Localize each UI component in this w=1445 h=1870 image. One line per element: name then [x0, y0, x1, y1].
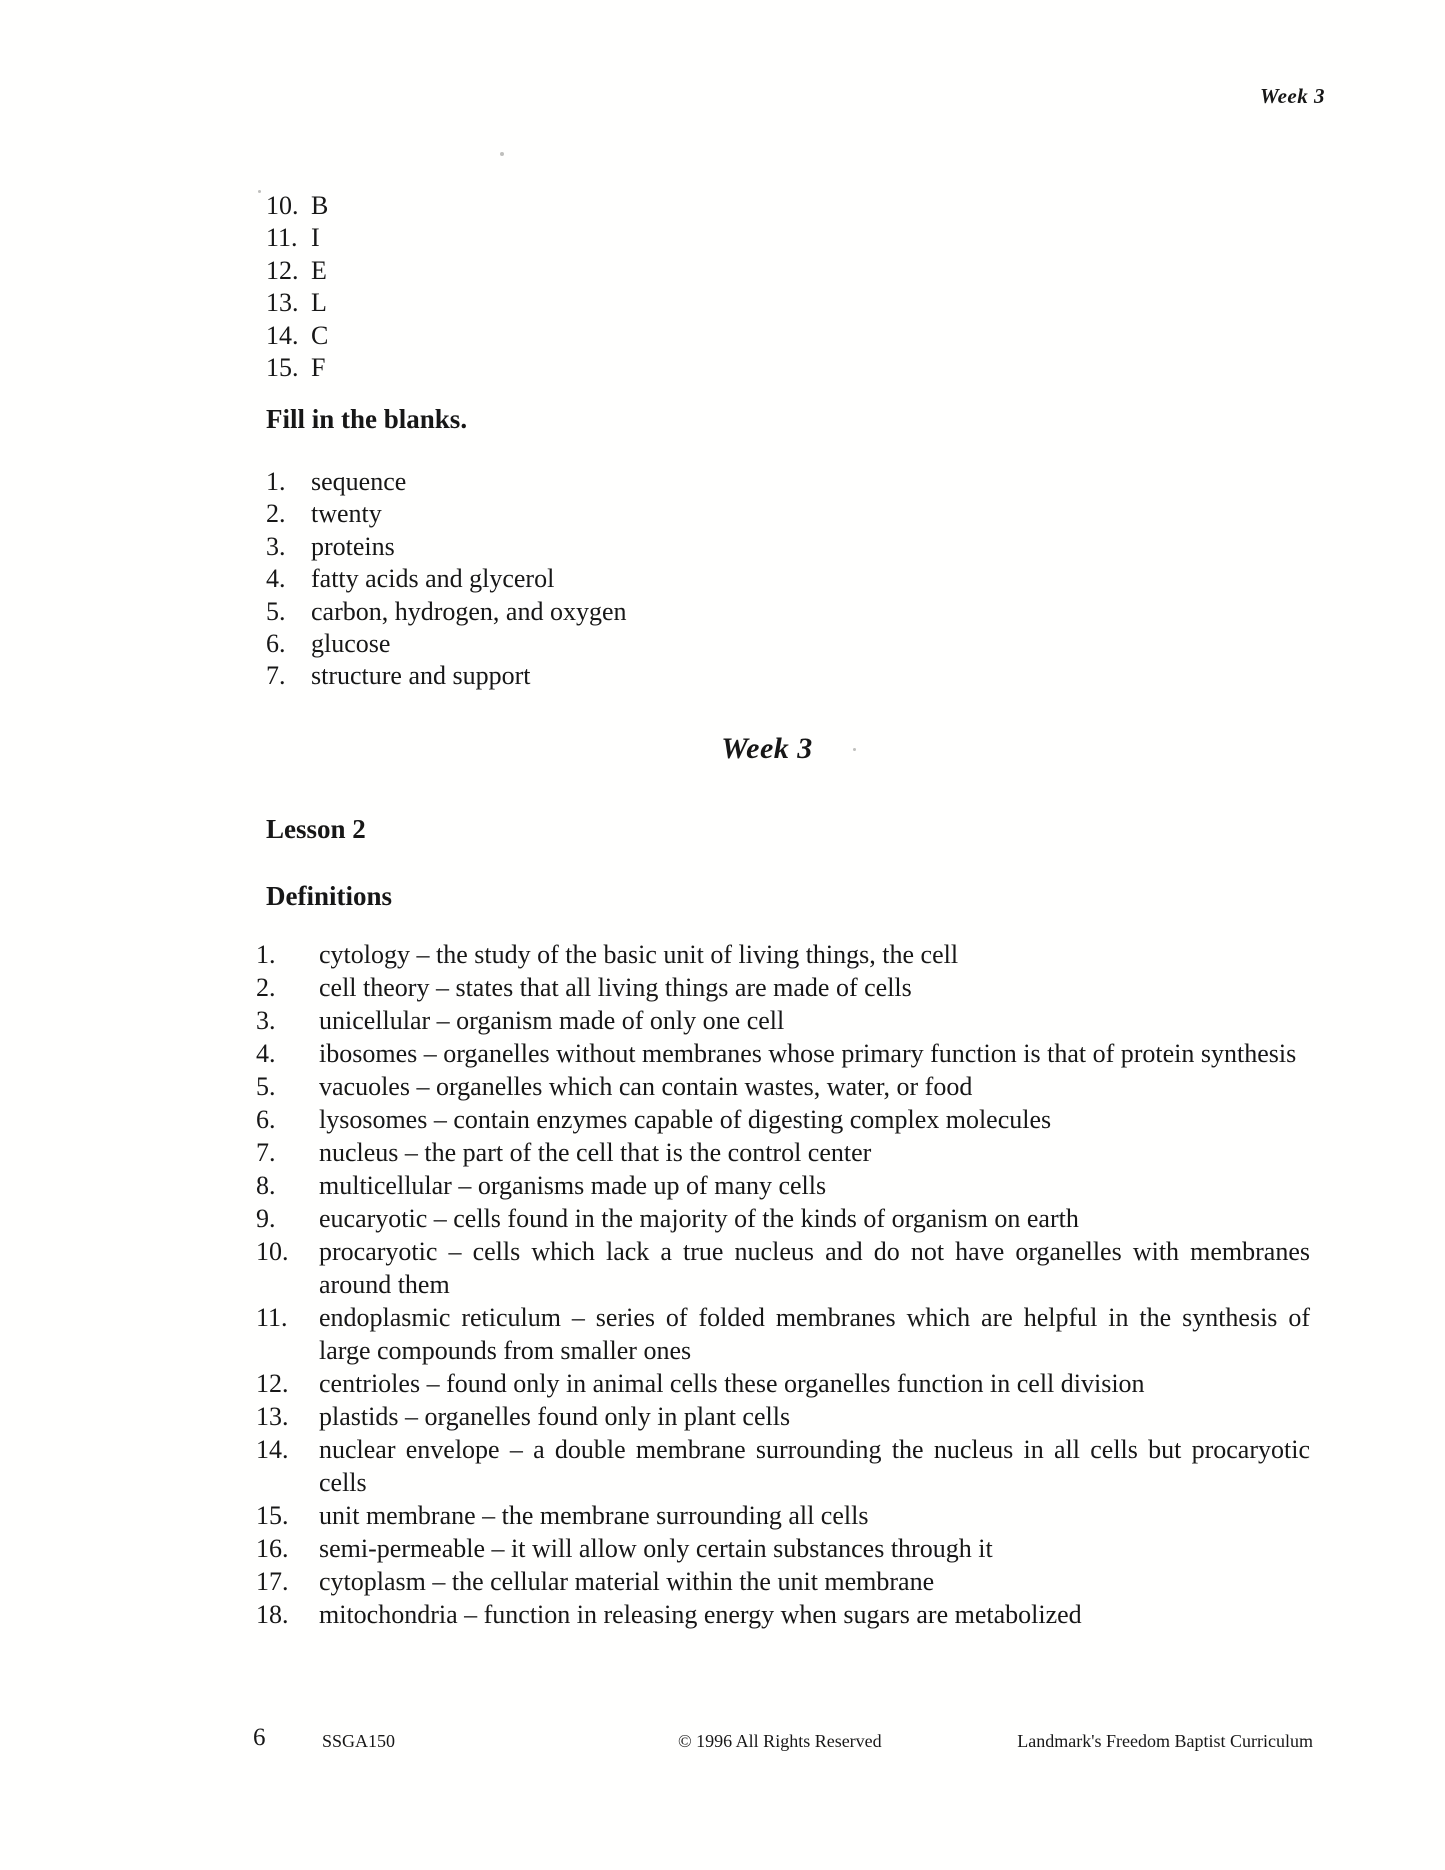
list-item — [256, 1070, 1310, 1103]
item-number: 13. — [256, 1402, 289, 1431]
list-item — [266, 222, 766, 254]
list-item — [256, 938, 1310, 971]
item-text: mitochondria – function in releasing energy when sugars are metabolized — [319, 1600, 1082, 1629]
item-number: 12. — [266, 255, 299, 285]
item-text: twenty — [311, 499, 382, 529]
item-text: nucleus – the part of the cell that is the control center — [319, 1138, 872, 1167]
list-item — [256, 1169, 1310, 1202]
list-item — [256, 1433, 1310, 1499]
scan-speck — [500, 152, 504, 156]
page-number: 6 — [253, 1724, 266, 1751]
week-3-section-heading: Week 3 — [721, 732, 813, 765]
item-text: multicellular – organisms made up of many cells — [319, 1171, 827, 1200]
list-item — [266, 466, 966, 498]
item-text: eucaryotic – cells found in the majority of the kinds of organism on earth — [319, 1204, 1079, 1233]
item-text: L — [311, 288, 327, 318]
item-text: C — [311, 320, 329, 350]
item-text: lysosomes – contain enzymes capable of digesting complex molecules — [319, 1105, 1052, 1134]
item-number: 13. — [266, 288, 299, 318]
item-number: 3. — [266, 531, 286, 561]
item-number: 1. — [266, 467, 286, 496]
item-number: 1. — [256, 940, 276, 969]
list-item — [256, 1136, 1310, 1169]
item-text: centrioles – found only in animal cells these organelles function in cell division — [319, 1369, 1145, 1398]
list-item — [256, 1037, 1310, 1070]
list-item — [256, 1235, 1310, 1301]
list-item — [266, 596, 966, 628]
item-number: 11. — [266, 223, 298, 253]
item-text: cell theory – states that all living things are made of cells — [319, 973, 912, 1002]
item-text: cytoplasm – the cellular material within the unit membrane — [319, 1567, 935, 1596]
list-item — [266, 628, 966, 660]
item-text: proteins — [311, 531, 395, 561]
item-text: ibosomes – organelles without membranes whose primary function is that of protein synthesis — [319, 1039, 1297, 1068]
copyright-notice: © 1996 All Rights Reserved — [678, 1731, 882, 1751]
item-text: glucose — [311, 629, 391, 659]
item-number: 6. — [266, 629, 286, 659]
item-text: sequence — [311, 467, 407, 496]
publisher-name: Landmark's Freedom Baptist Curriculum — [1017, 1731, 1313, 1751]
item-number: 4. — [266, 564, 286, 594]
item-text: endoplasmic reticulum – series of folded membranes which are helpful in the synthesis of large compounds from smaller ones — [319, 1303, 1310, 1365]
item-number: 2. — [256, 973, 276, 1002]
list-item — [256, 971, 1310, 1004]
item-number: 12. — [256, 1369, 289, 1398]
list-item — [256, 1532, 1310, 1565]
item-text: structure and support — [311, 661, 531, 691]
item-number: 15. — [256, 1501, 289, 1530]
item-number: 2. — [266, 499, 286, 529]
item-number: 10. — [266, 191, 299, 220]
item-text: E — [311, 255, 327, 285]
list-item — [256, 1301, 1310, 1367]
item-number: 5. — [256, 1072, 276, 1101]
item-text: B — [311, 191, 329, 220]
item-number: 15. — [266, 353, 299, 383]
item-text: plastids – organelles found only in plant cells — [319, 1402, 791, 1431]
item-text: cytology – the study of the basic unit of living things, the cell — [319, 940, 959, 969]
item-number: 9. — [256, 1204, 276, 1233]
item-number: 7. — [256, 1138, 276, 1167]
list-item — [266, 255, 766, 287]
list-item — [266, 531, 966, 563]
item-text: semi-permeable – it will allow only certain substances through it — [319, 1534, 993, 1563]
list-item — [256, 1565, 1310, 1598]
item-text: carbon, hydrogen, and oxygen — [311, 596, 627, 626]
list-item — [256, 1400, 1310, 1433]
catalog-code: SSGA150 — [322, 1731, 396, 1751]
item-number: 11. — [256, 1303, 288, 1332]
list-item — [266, 320, 766, 352]
list-item — [256, 1103, 1310, 1136]
fill-in-blanks-list — [266, 466, 966, 693]
answer-key-list — [266, 190, 766, 384]
item-number: 6. — [256, 1105, 276, 1134]
item-number: 10. — [256, 1237, 289, 1266]
scan-speck — [258, 190, 261, 193]
item-number: 14. — [266, 320, 299, 350]
item-text: I — [311, 223, 320, 253]
list-item — [266, 287, 766, 319]
item-text: procaryotic – cells which lack a true nucleus and do not have organelles with membranes around them — [319, 1237, 1310, 1299]
item-number: 5. — [266, 596, 286, 626]
item-number: 3. — [256, 1006, 276, 1035]
fill-in-blanks-heading: Fill in the blanks. — [266, 404, 468, 434]
item-number: 16. — [256, 1534, 289, 1563]
item-text: vacuoles – organelles which can contain wastes, water, or food — [319, 1072, 973, 1101]
item-number: 14. — [256, 1435, 289, 1464]
item-text: unicellular – organism made of only one cell — [319, 1006, 785, 1035]
list-item — [256, 1004, 1310, 1037]
list-item — [266, 190, 766, 222]
list-item — [256, 1367, 1310, 1400]
list-item — [266, 498, 966, 530]
item-number: 4. — [256, 1039, 276, 1068]
item-number: 18. — [256, 1600, 289, 1629]
item-number: 7. — [266, 661, 286, 691]
list-item — [266, 660, 966, 692]
item-text: unit membrane – the membrane surrounding all cells — [319, 1501, 869, 1530]
lesson-heading: Lesson 2 — [266, 814, 366, 844]
list-item — [266, 563, 966, 595]
item-text: fatty acids and glycerol — [311, 564, 555, 594]
item-text: F — [311, 353, 326, 383]
header-week-label: Week 3 — [1260, 84, 1326, 108]
definitions-heading: Definitions — [266, 881, 393, 911]
item-number: 8. — [256, 1171, 276, 1200]
list-item — [266, 352, 766, 384]
list-item — [256, 1598, 1310, 1631]
item-number: 17. — [256, 1567, 289, 1596]
list-item — [256, 1499, 1310, 1532]
item-text: nuclear envelope – a double membrane surrounding the nucleus in all cells but procaryotic cells — [319, 1435, 1310, 1497]
definitions-list — [256, 938, 1310, 1631]
list-item — [256, 1202, 1310, 1235]
